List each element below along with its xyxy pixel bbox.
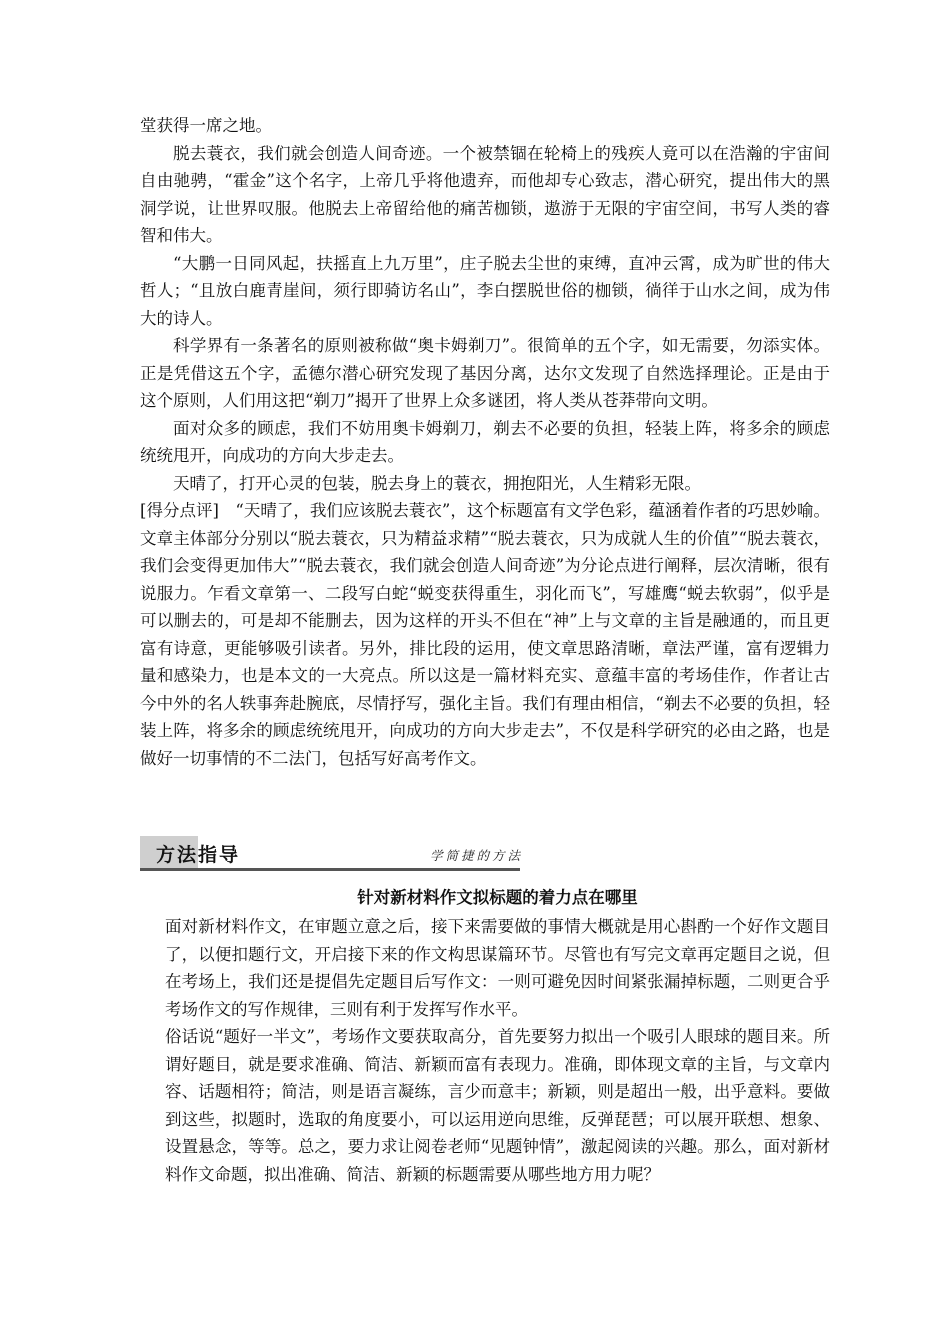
comment-label: [得分点评]	[140, 501, 219, 520]
banner-subtitle: 学简捷的方法	[430, 848, 524, 863]
section-title: 针对新材料作文拟标题的着力点在哪里	[357, 888, 638, 907]
method-guide-banner	[140, 836, 830, 874]
article-paragraph: 天晴了，打开心灵的包装，脱去身上的蓑衣，拥抱阳光，人生精彩无限。	[173, 473, 701, 493]
comment-text: “天晴了，我们应该脱去蓑衣”，这个标题富有文学色彩，蕴涵着作者的巧思妙喻。文章主体部分分别以“脱去蓑衣，只为精益求精”“脱去蓑衣，只为成就人生的价值”“脱去蓑衣，我们会变得更加伟大”“脱去蓑衣，我们就会创造人间奇迹”为分论点进行阐释，层次清晰，很有说服力。乍看文章第一、二段写白蛇“蜕变获得重生，羽化而飞”，写雄鹰“蜕去软弱”，似乎是可以删去的，可是却不能删去，因为这样的开头不但在“神”上与文章的主旨是融通的，而且更富有诗意，更能够吸引读者。另外，排比段的运用，使文章思路清晰，章法严谨，富有逻辑力量和感染力，也是本文的一大亮点。所以这是一篇材料充实、意蕴丰富的考场佳作，作者让古今中外的名人轶事奔赴腕底，尽情抒写，强化主旨。我们有理由相信，“剃去不必要的负担，轻装上阵，将多余的顾虑统统甩开，向成功的方向大步走去”，不仅是科学研究的必由之路，也是做好一切事情的不二法门，包括写好高考作文。	[140, 501, 831, 768]
section-paragraph: 面对新材料作文，在审题立意之后，接下来需要做的事情大概就是用心斟酌一个好作文题目了，以便扣题行文，开启接下来的作文构思谋篇环节。尽管也有写完文章再定题目之说，但在考场上，我们还是提倡先定题目后写作文：一则可避免因时间紧张漏掉标题，二则更合乎考场作文的写作规律，三则有利于发挥写作水平。	[165, 917, 830, 1019]
method-section	[165, 884, 830, 1188]
article-paragraph: 科学界有一条著名的原则被称做“奥卡姆剃刀”。很简单的五个字，如无需要，勿添实体。正是凭借这五个字，孟德尔潜心研究发现了基因分离，达尔文发现了自然选择理论。正是由于这个原则，人们用这把“剃刀”揭开了世界上众多谜团，将人类从苍莽带向文明。	[140, 336, 830, 410]
section-paragraph: 俗话说“题好一半文”，考场作文要获取高分，首先要努力拟出一个吸引人眼球的题目来。所谓好题目，就是要求准确、简洁、新颖而富有表现力。准确，即体现文章的主旨，与文章内容、话题相符；简洁，则是语言凝练，言少而意丰；新颖，则是超出一般，出乎意料。要做到这些，拟题时，选取的角度要小，可以运用逆向思维，反弹琵琶；可以展开联想、想象、设置悬念，等等。总之，要力求让阅卷老师“见题钟情”，激起阅读的兴趣。那么，面对新材料作文命题，拟出准确、简洁、新颖的标题需要从哪些地方用力呢？	[165, 1027, 830, 1184]
banner-title: 方法指导	[156, 844, 241, 866]
article-paragraph: 脱去蓑衣，我们就会创造人间奇迹。一个被禁锢在轮椅上的残疾人竟可以在浩瀚的宇宙间自由驰骋，“霍金”这个名字，上帝几乎将他遗弃，而他却专心致志，潜心研究，提出伟大的黑洞学说，让世界叹服。他脱去上帝留给他的痛苦枷锁，遨游于无限的宇宙空间，书写人类的睿智和伟大。	[140, 143, 830, 245]
article-body	[140, 112, 830, 772]
article-paragraph: 堂获得一席之地。	[140, 116, 272, 135]
banner-underline	[140, 868, 520, 871]
article-paragraph: “大鹏一日同风起，扶摇直上九万里”，庄子脱去尘世的束缚，直冲云霄，成为旷世的伟大哲人；“且放白鹿青崖间，须行即骑访名山”，李白摆脱世俗的枷锁，徜徉于山水之间，成为伟大的诗人。	[140, 253, 830, 328]
article-paragraph: 面对众多的顾虑，我们不妨用奥卡姆剃刀，剃去不必要的负担，轻装上阵，将多余的顾虑统统甩开，向成功的方向大步走去。	[140, 418, 830, 465]
comment-paragraph	[140, 497, 830, 772]
